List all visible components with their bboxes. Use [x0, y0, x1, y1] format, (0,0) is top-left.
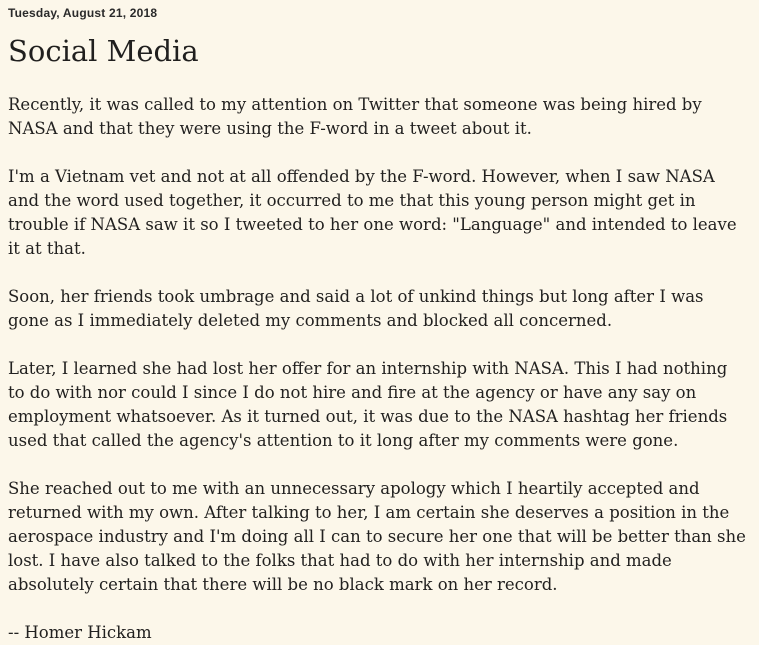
post-paragraph: Later, I learned she had lost her offer for an internship with NASA. This I had nothing to do with nor could I since I do not hire and fire at the agency or have any say on employment whatsoever. As it turned out, it was due to the NASA hashtag her friends used that called the agency's attention to it long after my comments were gone.	[8, 359, 728, 450]
post-body	[8, 93, 749, 645]
post-paragraph: Soon, her friends took umbrage and said a lot of unkind things but long after I was gone as I immediately deleted my comments and blocked all concerned.	[8, 287, 704, 330]
blog-post	[8, 6, 749, 645]
post-paragraph: I'm a Vietnam vet and not at all offended by the F-word. However, when I saw NASA and the word used together, it occurred to me that this young person might get in trouble if NASA saw it so I tweeted to her one word: "Language" and intended to leave it at that.	[8, 167, 737, 258]
post-signature: -- Homer Hickam	[8, 623, 152, 642]
post-paragraph: Recently, it was called to my attention on Twitter that someone was being hired by NASA and that they were using the F-word in a tweet about it.	[8, 95, 702, 138]
post-paragraph: She reached out to me with an unnecessary apology which I heartily accepted and returned with my own. After talking to her, I am certain she deserves a position in the aerospace industry and I'm doing all I can to secure her one that will be better than she lost. I have also talked to the folks that had to do with her internship and made absolutely certain that there will be no black mark on her record.	[8, 479, 746, 594]
post-date: Tuesday, August 21, 2018	[8, 6, 158, 20]
post-title: Social Media	[8, 34, 199, 68]
